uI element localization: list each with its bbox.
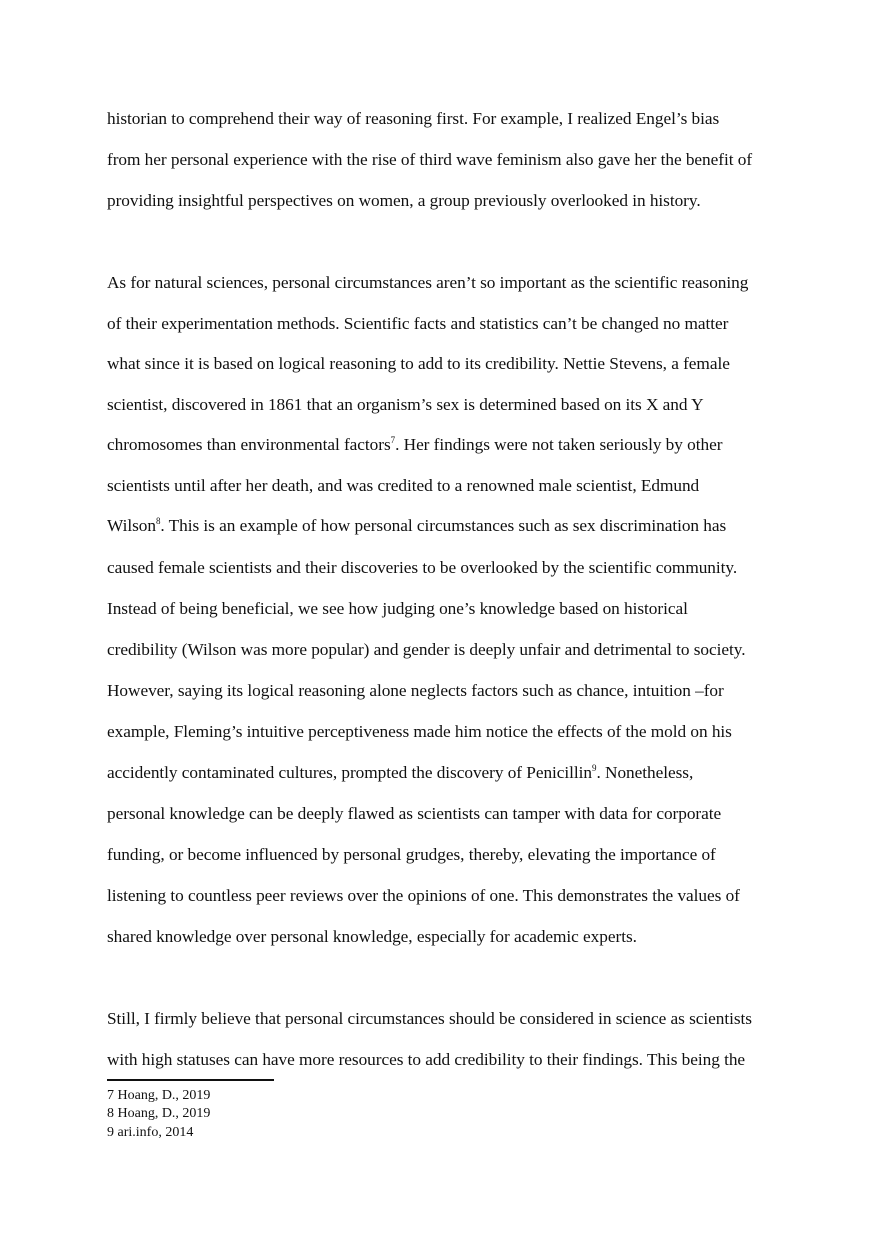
text-segment: chromosomes than environmental factors [107,435,391,454]
text-segment: Wilson [107,516,156,535]
text-line: with high statuses can have more resources to add credibility to their findings. This being the [107,1050,746,1069]
text-line: credibility (Wilson was more popular) and gender is deeply unfair and detrimental to society. [107,640,746,659]
text-line: providing insightful perspectives on women, a group previously overlooked in history. [107,191,701,210]
text-line: funding, or become influenced by personal grudges, thereby, elevating the importance of [107,845,716,864]
text-line: personal knowledge can be deeply flawed as scientists can tamper with data for corporate [107,804,722,823]
text-line: Instead of being beneficial, we see how judging one’s knowledge based on historical [107,599,688,618]
text-line: from her personal experience with the rise of third wave feminism also gave her the benefit of [107,150,753,169]
footnote-ref-9: 9 [592,763,597,774]
text-line: caused female scientists and their discoveries to be overlooked by the scientific community. [107,558,738,577]
footnote-7: 7 Hoang, D., 2019 [107,1088,211,1103]
text-line: scientists until after her death, and was credited to a renowned male scientist, Edmund [107,476,700,495]
text-line: listening to countless peer reviews over the opinions of one. This demonstrates the values of [107,886,740,905]
text-line-with-reference [107,434,722,456]
footnote-ref-8: 8 [155,516,161,527]
text-line: historian to comprehend their way of reasoning first. For example, I realized Engel’s bias [107,109,720,128]
text-line: what since it is based on logical reasoning to add to its credibility. Nettie Stevens, a female [107,354,730,373]
text-line-with-reference [107,515,726,537]
footnote-ref-7: 7 [390,435,396,446]
text-line: Still, I firmly believe that personal circumstances should be considered in science as scientists [107,1009,752,1028]
text-line: As for natural sciences, personal circumstances aren’t so important as the scientific reasoning [107,273,749,292]
text-line: of their experimentation methods. Scientific facts and statistics can’t be changed no matter [107,314,729,333]
text-line-with-reference [107,762,693,784]
text-line: scientist, discovered in 1861 that an organism’s sex is determined based on its X and Y [107,395,704,414]
footnote-separator [107,1079,274,1081]
text-line: example, Fleming’s intuitive perceptiveness made him notice the effects of the mold on his [107,722,732,741]
text-line: shared knowledge over personal knowledge, especially for academic experts. [107,927,637,946]
text-segment: . Her findings were not taken seriously by other [395,435,723,454]
text-line: However, saying its logical reasoning alone neglects factors such as chance, intuition –for [107,681,724,700]
footnote-9: 9 ari.info, 2014 [107,1125,194,1140]
text-segment: accidently contaminated cultures, prompted the discovery of Penicillin [107,763,593,782]
footnote-8: 8 Hoang, D., 2019 [107,1106,211,1121]
text-segment: . Nonetheless, [596,763,694,782]
text-segment: . This is an example of how personal circumstances such as sex discrimination has [160,516,727,535]
